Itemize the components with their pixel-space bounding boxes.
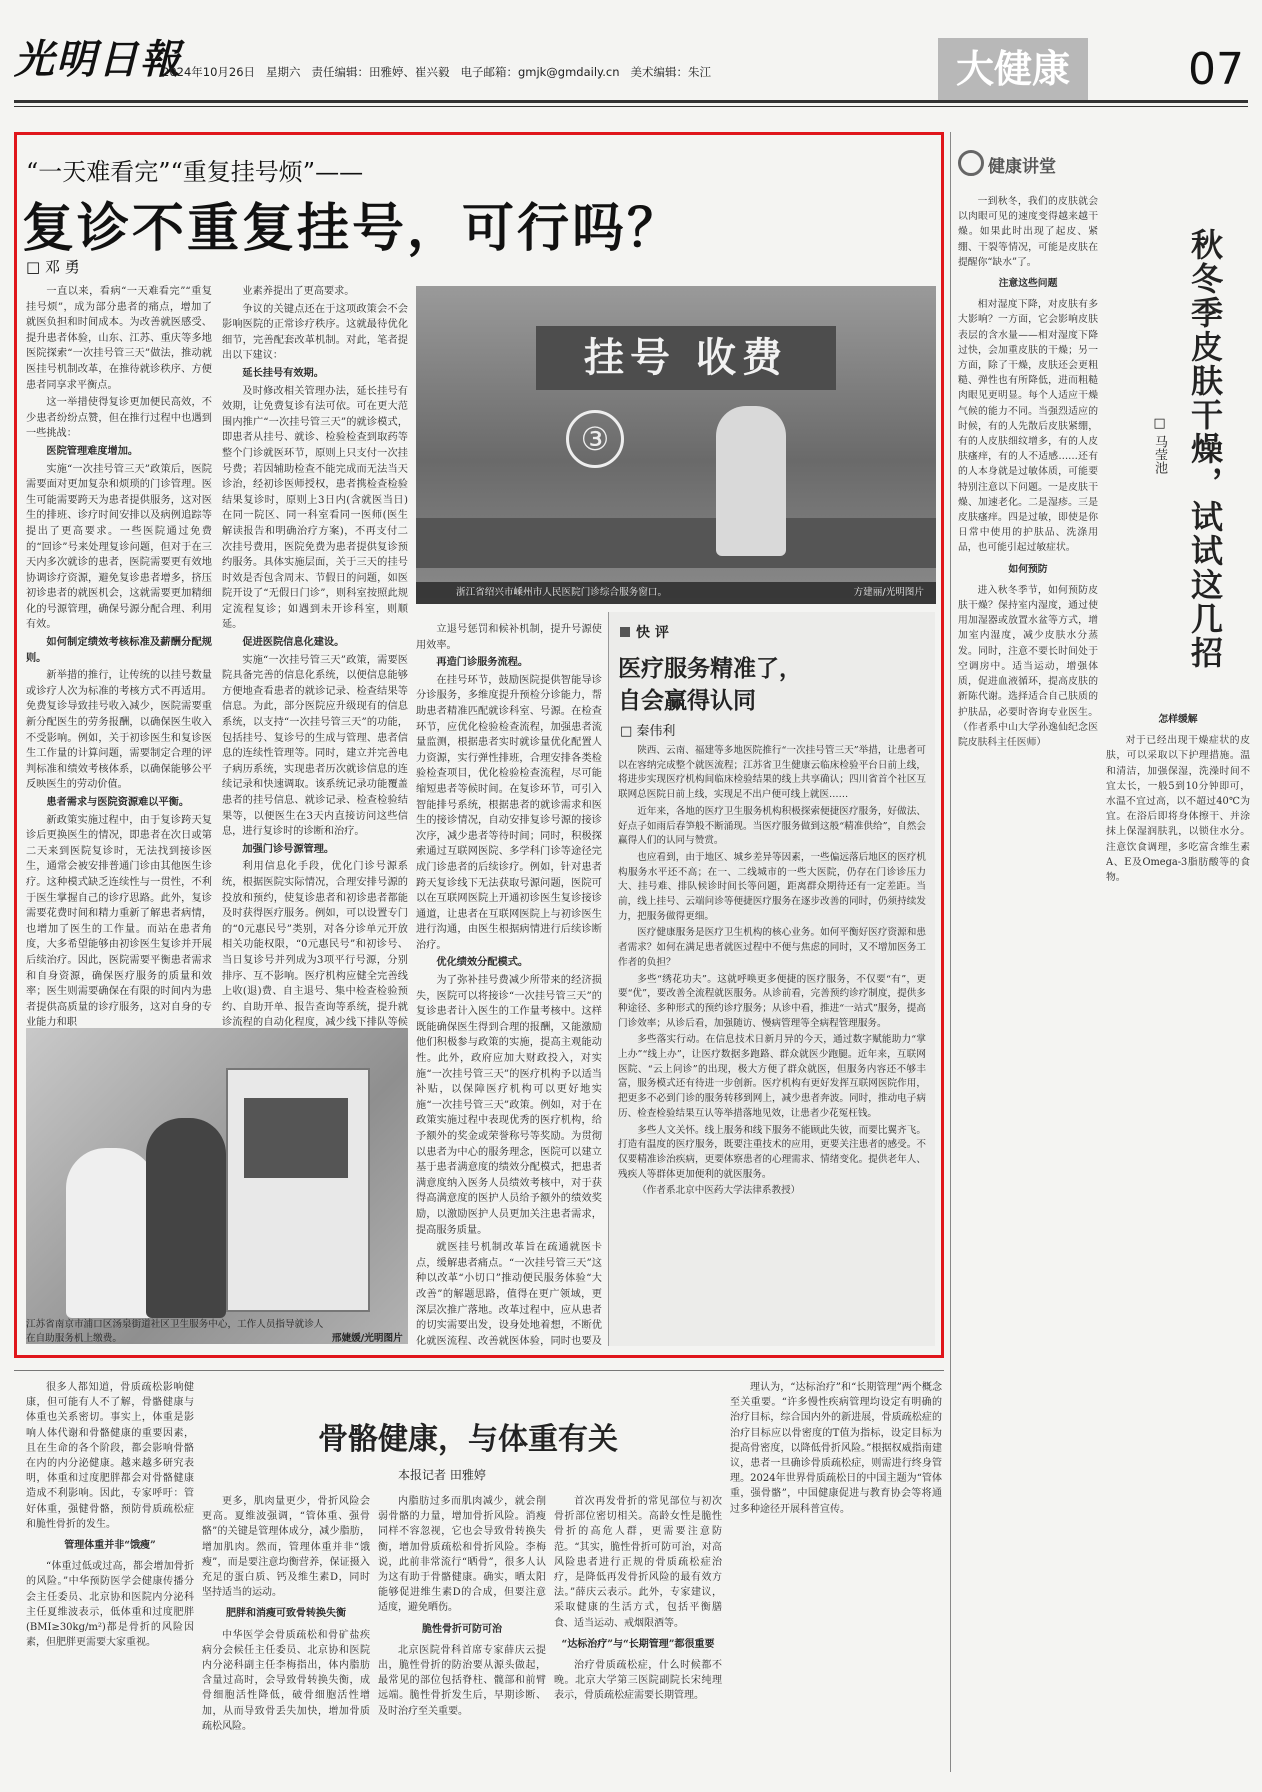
masthead-info — [162, 64, 711, 80]
photo1-credit: 方建丽/光明图片 — [853, 587, 924, 598]
bottom-col5-para: 理认为，“达标治疗”和“长期管理”两个概念至关重要。“许多慢性疾病管理均设定有明确的治疗目标，综合国内外的新进展，骨质疏松症的治疗目标应以骨密度的T值为指标，设定目标为提高骨密度，以降低骨折风险。”根据权威指南建议，患者一旦确诊骨质疏松症，则需进行终身管理。2024年世界骨质疏松日的中国主题为“管体重，强骨骼”，中国健康促进与教育协会等将通过多种途径开展科普宣传。 — [730, 1382, 942, 1515]
lead-column-3 — [416, 622, 602, 1346]
lead-author: □ 邓 勇 — [26, 258, 80, 276]
column-body-3: 进入秋冬季节，如何预防皮肤干燥？保持室内湿度，通过使用加湿器或放置水盆等方式，增加室内湿度，减少皮肤水分蒸发。同时，注意不要长时间处于空调房中。适当运动，增强体质，促进血液循环，提高皮肤的新陈代谢。选择适合自己肤质的护肤品，必要时咨询专业医生。（作者系中山大学孙逸仙纪念医院皮肤科主任医师） — [958, 584, 1098, 748]
commentary-paragraph: 多些落实行动。在信息技术日新月异的今天，通过数字赋能助力“掌上办”“线上办”，让医疗数据多跑路、群众就医少跑腿。近年来，互联网医院、“云上问诊”的出现，极大方便了群众就医，但服务内容还不够丰富，服务模式还有待进一步创新。医疗机构有更好发挥互联网医院作用，把更多不必到门诊的服务转移到网上，减少患者奔波。同时，推动电子病历、检查检验结果互认等举措落地见效，让患者少花冤枉钱。 — [618, 1034, 926, 1119]
commentary-paragraph: 陕西、云南、福建等多地医院推行“一次挂号管三天”举措，让患者可以在容纳完成整个就医流程；江苏省卫生健康云临床检验平台日前上线，将进步实现医疗机构间临床检验结果的线上共享确认；四川省首个社区互联网总医院日前上线，实现足不出户便可线上就医…… — [618, 745, 926, 801]
bottom-col1-para: 很多人都知道，骨质疏松影响健康，但可能有人不了解，骨骼健康与体重也关系密切。事实上，体重是影响人体代谢和骨骼健康的重要因素，且在生命的各个阶段，都会影响骨骼在内的内分泌健康。越来越多研究表明，体重和过度肥胖都会对骨骼健康造成不利影响。因此，专家呼吁：管好体重，强健骨骼，预防骨质疏松症和脆性骨折的发生。 — [26, 1382, 194, 1530]
commentary-body — [618, 744, 926, 1340]
body-paragraph: 立退号惩罚和候补机制，提升号源使用效率。 — [416, 624, 602, 651]
bottom-col3-para: 内脂肪过多而肌肉减少，就会削弱骨骼的力量，增加骨折风险。消瘦同样不容忽视，它也会导致骨转换失衡，增加骨质疏松和骨折风险。李梅说，此前非常流行“晒骨”，很多人认为这有助于骨骼健康。确实，晒太阳能够促进维生素D的合成，但要注意适度，避免晒伤。 — [378, 1496, 546, 1614]
commentary-tag-text: 快 评 — [636, 625, 669, 641]
sidebar-divider — [950, 132, 951, 1772]
body-paragraph: 在挂号环节，鼓励医院提供智能导诊分诊服务，多维度提升预检分诊能力，帮助患者精准匹配就诊科室、号源。在检查环节，应优化检验检查流程，加强患者流量监测，根据患者实时就诊量优化配置人力资源，实行弹性排班，合理安排各类检验检查项目，优化检验检查流程，尽可能缩短患者等候时间。在复诊环节，可引入智能排号系统，根据患者的就诊需求和医生的接诊情况，自动安排复诊号源的接诊次序，减少患者等待时间；同时，积极探索通过互联网医院、多学科门诊等途径完成门诊患者的后续诊疗。例如，针对患者跨天复诊线下无法获取号源问题，医院可以在互联网医院上开通初诊医生复诊接诊通道，让患者在互联网医院上与初诊医生进行沟通，由医生根据病情进行后续诊断治疗。 — [416, 674, 602, 951]
column-intro: 一到秋冬，我们的皮肤就会以肉眼可见的速度变得越来越干燥。如果此时出现了起皮、紧绷、干裂等情况，可能是皮肤在提醒你“缺水”了。 — [958, 196, 1098, 268]
commentary-tag-icon — [620, 627, 630, 637]
column-header-icon — [958, 150, 984, 176]
staff-figure — [66, 1148, 156, 1318]
body-paragraph: 新举措的推行，让传统的以挂号数量或诊疗人次为标准的考核方式不再适用。免费复诊导致挂号收入减少，医院需要重新分配医生的劳务报酬，以确保医生收入不受影响。例如，关于初诊医生和复诊医生工作量的计算问题，需要制定合理的评判标准和绩效考核体系，以确保能够公平反映医生的劳动价值。 — [26, 670, 212, 791]
section-subhead: 延长挂号有效期。 — [242, 366, 324, 379]
column-title: 秋冬季皮肤干燥，试试这几招 — [1186, 228, 1224, 670]
body-paragraph: 实施“一次挂号管三天”政策后，医院需要面对更加复杂和烦琐的门诊管理。医生可能需要跨天为患者提供服务，这对医生的排班、诊疗时间安排以及病例追踪等提出了更高要求。一些医院通过免费的“回诊”号来处理复诊问题，但对于在三天内多次就诊的患者，医院需要更有效地协调诊疗资源，避免复诊患者增多，挤压初诊患者的就医机会，这就需要更加精细化的号源管理，确保号源分配合理、利用有效。 — [26, 463, 212, 631]
counter-desk — [416, 518, 936, 568]
bottom-column-2 — [202, 1494, 370, 1782]
column-author: □ 马莹池 — [1152, 416, 1167, 475]
bottom-col2-para-2: 中华医学会骨质疏松和骨矿盐疾病分会候任主任委员、北京协和医院内分泌科副主任李梅指出，体内脂肪含量过高时，会导致骨转换失衡，成骨细胞活性降低，破骨细胞活性增加，从而导致骨丢失加快，增加骨质疏松风险。 — [202, 1629, 370, 1732]
window-sign-text: 挂号 收费 — [584, 334, 788, 381]
masthead-rule — [14, 100, 1248, 103]
body-paragraph: 实施“一次挂号管三天”政策，需要医院具备完善的信息化系统，以便信息能够方便地查看患者的就诊记录、检查结果等信息。为此，部分医院应升级现有的信息系统，以支持“一次挂号管三天”的功能，包括挂号、复诊号的生成与管理、患者信息的连续性管理等。同时，建立并完善电子病历系统，实现患者历次就诊信息的连续记录和快速调取。该系统记录功能覆盖患者的挂号信息、就诊记录、检查检验结果等，以便医生在3天内直接访问这些信息，进行复诊时的诊断和治疗。 — [222, 654, 408, 838]
commentary-author: □ 秦伟利 — [620, 724, 676, 739]
column-subhead-1: 注意这些问题 — [998, 278, 1058, 290]
kiosk-screen — [244, 1098, 348, 1178]
section-subhead: 如何制定绩效考核标准及薪酬分配规则。 — [26, 636, 212, 664]
body-paragraph: 业素养提出了更高要求。 — [242, 286, 355, 297]
photo-registration-window — [416, 286, 936, 604]
photo-self-service-kiosk — [26, 1028, 408, 1344]
column-subhead-3: 如何预防 — [1008, 563, 1048, 575]
column-body-left — [958, 194, 1098, 1770]
body-paragraph: 就医挂号机制改革旨在疏通就医卡点，缓解患者痛点。“一次挂号管三天”这种以改革“小切口”推动便民服务体验“大改善”的解题思路，值得在更广领域，更深层次推广落地。改革过程中，应从患者的切实需要出发，设身处地着想，不断优化就医流程、改善就医体验，同时也要及 — [416, 1242, 602, 1346]
commentary-paragraph: 医疗健康服务是医疗卫生机构的核心业务。如何平衡好医疗资源和患者需求？如何在满足患者就医过程中不便与焦虑的同时，又不增加医务工作者的负担？ — [618, 927, 926, 968]
issue-weekday: 星期六 — [266, 65, 301, 79]
body-paragraph: 为了弥补挂号费减少所带来的经济损失，医院可以将接诊“一次挂号管三天”的复诊患者计入医生的工作量考核中。这样既能确保医生得到合理的报酬，又能激励他们积极参与政策的实施，提高主观能动性。此外，政府应加大财政投入，对实施“一次挂号管三天”的医疗机构予以适当补贴，以保障医疗机构可以更好地实施“一次挂号管三天”政策。例如，对于在政策实施过程中表现优秀的医疗机构，给予额外的奖金或荣誉称号等奖励。为贯彻以患者为中心的服务理念，医院可以建立基于患者满意度的绩效分配模式，把患者满意度纳入医务人员绩效考核中，对于获得高满意度的医护人员给予额外的绩效奖励，以激励医护人员更加关注患者需求，提高服务质量。 — [416, 975, 602, 1236]
section-subhead: 优化绩效分配模式。 — [436, 956, 529, 969]
photo1-caption: 浙江省绍兴市嵊州市人民医院门诊综合服务窗口。 — [456, 587, 668, 598]
commentary-tag — [620, 622, 669, 642]
bottom-col4-para-2: 治疗骨质疏松症，什么时候都不晚。北京大学第三医院副院长宋纯理表示，骨质疏松症需要长期管理。 — [554, 1660, 722, 1702]
editor-email: 电子邮箱：gmjk@gmdaily.cn — [460, 65, 620, 79]
bottom-col1-subhead: 管理体重并非“饿瘦” — [64, 1540, 156, 1552]
bottom-col4-subhead: “达标治疗”与“长期管理”都很重要 — [561, 1638, 715, 1650]
commentary-paragraph: 多些“绣花功夫”。这就呼唤更多便捷的医疗服务，不仅要“有”，更要“优”，要改善全流程就医服务。从诊前看，完善预约诊疗制度，提供多种途径、多种形式的预约诊疗服务；从诊中看，推进“一站式”服务，提高门诊效率；从诊后看，加强随访、慢病管理等全病程管理服务。 — [618, 973, 926, 1029]
column-body-right — [1106, 706, 1250, 1770]
lead-kicker: “一天难看完”“重复挂号烦”—— — [26, 158, 364, 186]
photo2-caption: 江苏省南京市浦口区汤泉街道社区卫生服务中心，工作人员指导就诊人在自助服务机上缴费。 — [26, 1319, 324, 1344]
visitor-figure — [146, 1118, 226, 1318]
bottom-col1-para-2: “体重过低或过高，都会增加骨折的风险。”中华预防医学会健康传播分会主任委员、北京协和医院内分泌科主任夏维波表示，低体重和过度肥胖(BMI≥30kg/m²)都是骨折的风险因素，但肥胖更需要大家重视。 — [26, 1561, 194, 1649]
commentary-paragraph: 多些人文关怀。线上服务和线下服务不能顾此失彼，而要比翼齐飞。打造有温度的医疗服务，既要注重技术的应用，更要关注患者的感受。不仅要精准诊治疾病，更要体察患者的心理需求、情绪变化。提供老年人、残疾人等群体更加便利的就医服务。 — [618, 1124, 926, 1180]
commentary-title-1: 医疗服务精准了， — [618, 655, 802, 682]
lead-title: 复诊不重复挂号，可行吗？ — [22, 198, 683, 259]
column-body-2: 对于已经出现干燥症状的皮肤，可以采取以下护理措施。温和清洁，加强保湿，洗澡时间不宜太长，一般5到10分钟即可，水温不宜过高，以不超过40℃为宜。在浴后即将身体擦干、并涂抹上保湿润肤乳，以锁住水分。注意饮食调理，多吃富含维生素A、E及Omega-3脂肪酸等的食物。 — [1106, 735, 1250, 884]
window-sign — [536, 326, 836, 390]
bottom-byline: 本报记者 田雅婷 — [398, 1468, 486, 1482]
bottom-title: 骨骼健康，与体重有关 — [318, 1422, 618, 1457]
masthead — [0, 0, 1262, 110]
photo2-credit: 邢婕媛/光明图片 — [332, 1333, 403, 1344]
bottom-column-5 — [730, 1380, 942, 1782]
column-body-1: 相对湿度下降，对皮肤有多大影响？一方面，它会影响皮肤表层的含水量——相对湿度下降过快，会加重皮肤的干燥；另一方面，除了干燥，皮肤还会更粗糙、弹性也有所降低，进而粗糙肉眼见更明显。每个人适应干燥气候的能力不同。当强烈适应的时候，有的人先散后皮肤紧绷，有的人皮肤细纹增多，有的人皮肤瘙痒，有的人不适感……还有的人本身就是过敏体质，可能要特别注意以下问题。一是皮肤干燥、加速老化。二是湿疹。三是皮肤瘙痒。四是过敏，即使是你日常中使用的护肤品、洗涤用品，也可能引起过敏症状。 — [958, 299, 1098, 554]
section-name: 大健康 — [955, 46, 1070, 91]
responsible-editors: 责任编辑：田雅婷、崔兴毅 — [311, 65, 450, 79]
patient-figure — [716, 406, 786, 556]
commentary-paragraph: 也应看到，由于地区、城乡差异等因素，一些偏远落后地区的医疗机构服务水平还不高；在一、二线城市的一些大医院，仍存在门诊诊压力大、挂号难、排队候诊时间长等问题，距离群众期待还有一定差距。当前，线上挂号、云端问诊等便捷医疗服务在逐步改善的同时，仍须持续发力，把服务做得更细。 — [618, 851, 926, 922]
bottom-col2-para: 更多，肌肉量更少，骨折风险会更高。夏维波强调，“管体重、强骨骼”的关键是管理体成分，减少脂肪，增加肌肉。然而，管理体重并非“饿瘦”，而是要注意均衡营养，保证摄入充足的蛋白质、钙及维生素D，同时坚持适当的运动。 — [202, 1496, 370, 1599]
window-number-circle: ③ — [566, 410, 624, 468]
bottom-col3-subhead: 脆性骨折可防可治 — [422, 1623, 502, 1635]
newspaper-logo: 光明日報 — [14, 36, 182, 83]
bottom-column-4 — [554, 1494, 722, 1782]
section-subhead: 再造门诊服务流程。 — [436, 656, 529, 669]
bottom-col4-para: 首次再发骨折的常见部位与初次骨折部位密切相关。高龄女性是脆性骨折的高危人群，更需要注意防范。“其实，脆性骨折可防可治，对高风险患者进行正规的骨质疏松症治疗，是降低再发骨折风险的最有效方法。”薛庆云表示。此外，专家建议，采取健康的生活方式，包括平衡膳食、适当运动、戒烟限酒等。 — [554, 1496, 722, 1629]
body-paragraph: 争议的关键点还在于这项政策会不会影响医院的正常诊疗秩序。这就最待优化细节，完善配套改革机制。对此，笔者提出以下建议： — [222, 303, 408, 362]
bottom-col2-subhead: 肥胖和消瘦可致骨转换失衡 — [226, 1608, 346, 1620]
section-subhead: 患者需求与医院资源难以平衡。 — [46, 796, 190, 808]
masthead-rule-thin — [14, 106, 1248, 107]
commentary-paragraph: （作者系北京中医药大学法律系教授） — [637, 1185, 801, 1197]
section-subhead: 医院管理难度增加。 — [46, 444, 139, 457]
bottom-col3-para-2: 北京医院骨科首席专家薛庆云提出，脆性骨折的防治要从源头做起，最常见的部位包括脊柱、髋部和前臂远端。脆性骨折发生后，早期诊断、及时治疗至关重要。 — [378, 1644, 546, 1717]
body-paragraph: 及时修改相关管理办法，延长挂号有效期，让免费复诊有法可依。可在更大范围内推广“一次挂号管三天”的就诊模式，即患者从挂号、就诊、检验检查到取药等整个门诊就医环节，原则上只支付一次挂号费；若因辅助检查不能完成而无法当天诊治，经初诊医师授权，患者携检查检验结果复诊时，原则上3日内(含就医当日)在同一院区、同一科室看同一医师(医生解读报告和明确治疗方案)，不再支付二次挂号费用，医院免费为患者提供复诊预约服务。具体实施层面，关于三天的挂号时效是否包含周末、节假日的问题，如医院开设了“无假日门诊”，则科室按照此规定流程复诊；如遇到未开诊科室，则顺延。 — [222, 385, 408, 631]
commentary-title-2: 自会赢得认同 — [618, 687, 756, 714]
section-subhead: 加强门诊号源管理。 — [242, 842, 335, 855]
body-paragraph: 利用信息化手段，优化门诊号源系统，根据医院实际情况，合理安排号源的投放和预约，使复诊患者和初诊患者都能及时获得医疗服务。例如，可以设置专门的“0元惠民号”类别，对各分诊单元开放相关功能权限，“0元惠民号”和初诊号、当日复诊号并列成为3项平行号源，分别排序、互不影响。医疗机构应健全完善线上收(退)费、自主退号、集中检查检验预约、自助开单、报告查询等系统，提升就诊流程的自动化程度，减少线下排队等候 — [222, 861, 408, 1029]
column-header-text: 健康讲堂 — [988, 157, 1056, 177]
issue-date: 2024年10月26日 — [162, 65, 256, 79]
page-number: 07 — [1188, 44, 1244, 95]
column-header — [958, 150, 1056, 177]
bottom-column-1 — [26, 1380, 194, 1782]
bottom-column-3 — [378, 1494, 546, 1782]
section-subhead: 促进医院信息化建设。 — [242, 636, 345, 649]
section-badge — [938, 38, 1088, 100]
body-paragraph: 这一举措使得复诊更加便民高效，不少患者纷纷点赞，但在推行过程中也遇到一些挑战： — [26, 397, 212, 440]
commentary-paragraph: 近年来，各地的医疗卫生服务机构积极探索便捷医疗服务，好做法、好点子如雨后春笋般不断涌现。当医疗服务做到这般“精准供给”，自然会赢得人们的认同与赞赏。 — [618, 805, 926, 847]
art-editor: 美术编辑：朱江 — [630, 65, 711, 79]
body-paragraph: 新政策实施过程中，由于复诊跨天复诊后更换医生的情况，即患者在次日或第二天来到医院复诊时，无法找到接诊医生，通常会被安排普通门诊由其他医生诊疗。这种模式缺乏连续性与一贯性，不利于医生掌握自己的诊疗思路。此外，复诊需要花费时间和精力重新了解患者病情，也增加了医生的工作量。而站在患者角度，大多希望能够由初诊医生复诊并开展后续治疗。因此，医院需要平衡患者需求和自身资源，确保医疗服务的质量和效率；医生则需要确保在有限的时间内为患者提供高质量的诊疗服务，这对自身的专业能力和职 — [26, 814, 212, 1029]
bottom-divider — [14, 1370, 944, 1371]
column-subhead-2: 怎样缓解 — [1158, 714, 1198, 725]
photo1-caption-bar — [416, 582, 936, 604]
body-paragraph: 一直以来，看病“一天难看完”“重复挂号烦”，成为部分患者的痛点，增加了就医负担和时间成本。为改善就医感受、提升患者体验，山东、江苏、重庆等多地医院探索“一次挂号管三天”做法，推动就医挂号机制改革，在推待就诊秩序、方便患者同享求平衡点。 — [26, 286, 212, 391]
